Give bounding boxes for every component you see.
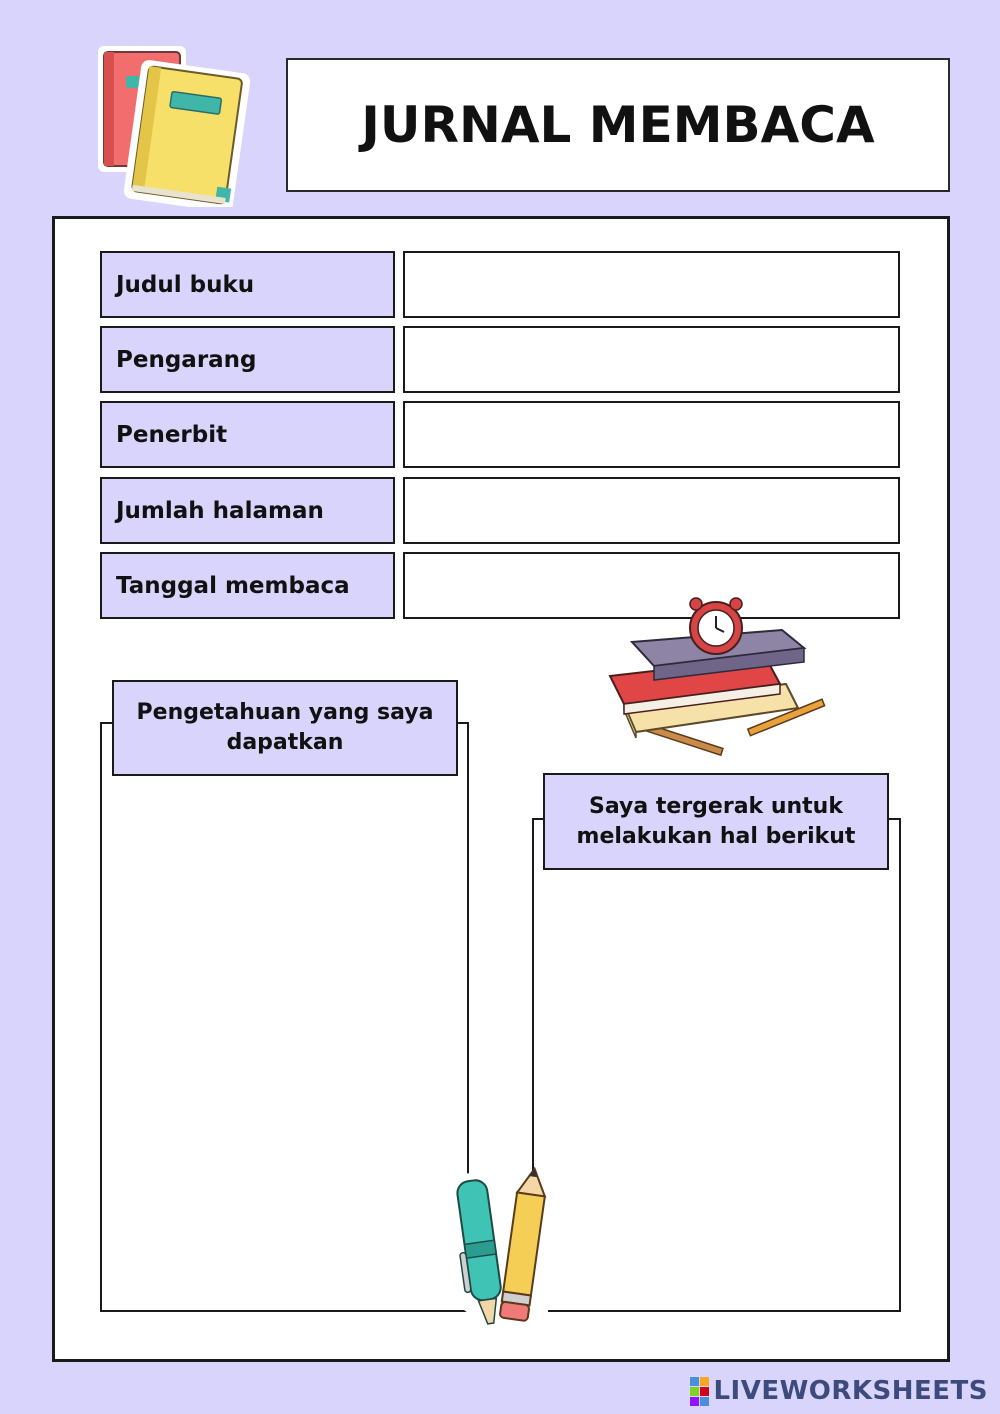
field-label-pages: Jumlah halaman xyxy=(100,477,395,544)
page-title: JURNAL MEMBACA xyxy=(361,96,875,154)
knowledge-heading: Pengetahuan yang saya dapatkan xyxy=(112,680,458,776)
title-box xyxy=(286,58,950,192)
book-stack-clock-icon xyxy=(596,586,832,776)
field-label-title: Judul buku xyxy=(100,251,395,318)
field-input-publisher[interactable] xyxy=(403,401,900,468)
books-sticker-icon xyxy=(92,42,252,207)
watermark xyxy=(690,1376,988,1406)
field-label-author: Pengarang xyxy=(100,326,395,393)
watermark-text: LIVEWORKSHEETS xyxy=(713,1376,988,1406)
liveworksheets-logo-icon xyxy=(690,1377,709,1406)
field-input-pages[interactable] xyxy=(403,477,900,544)
field-input-title[interactable] xyxy=(403,251,900,318)
knowledge-answer-box[interactable] xyxy=(100,722,469,1312)
pen-pencil-icon xyxy=(452,1164,552,1336)
field-label-date: Tanggal membaca xyxy=(100,552,395,619)
action-heading: Saya tergerak untuk melakukan hal berikut xyxy=(543,773,889,870)
field-input-author[interactable] xyxy=(403,326,900,393)
action-answer-box[interactable] xyxy=(532,818,901,1312)
field-label-publisher: Penerbit xyxy=(100,401,395,468)
